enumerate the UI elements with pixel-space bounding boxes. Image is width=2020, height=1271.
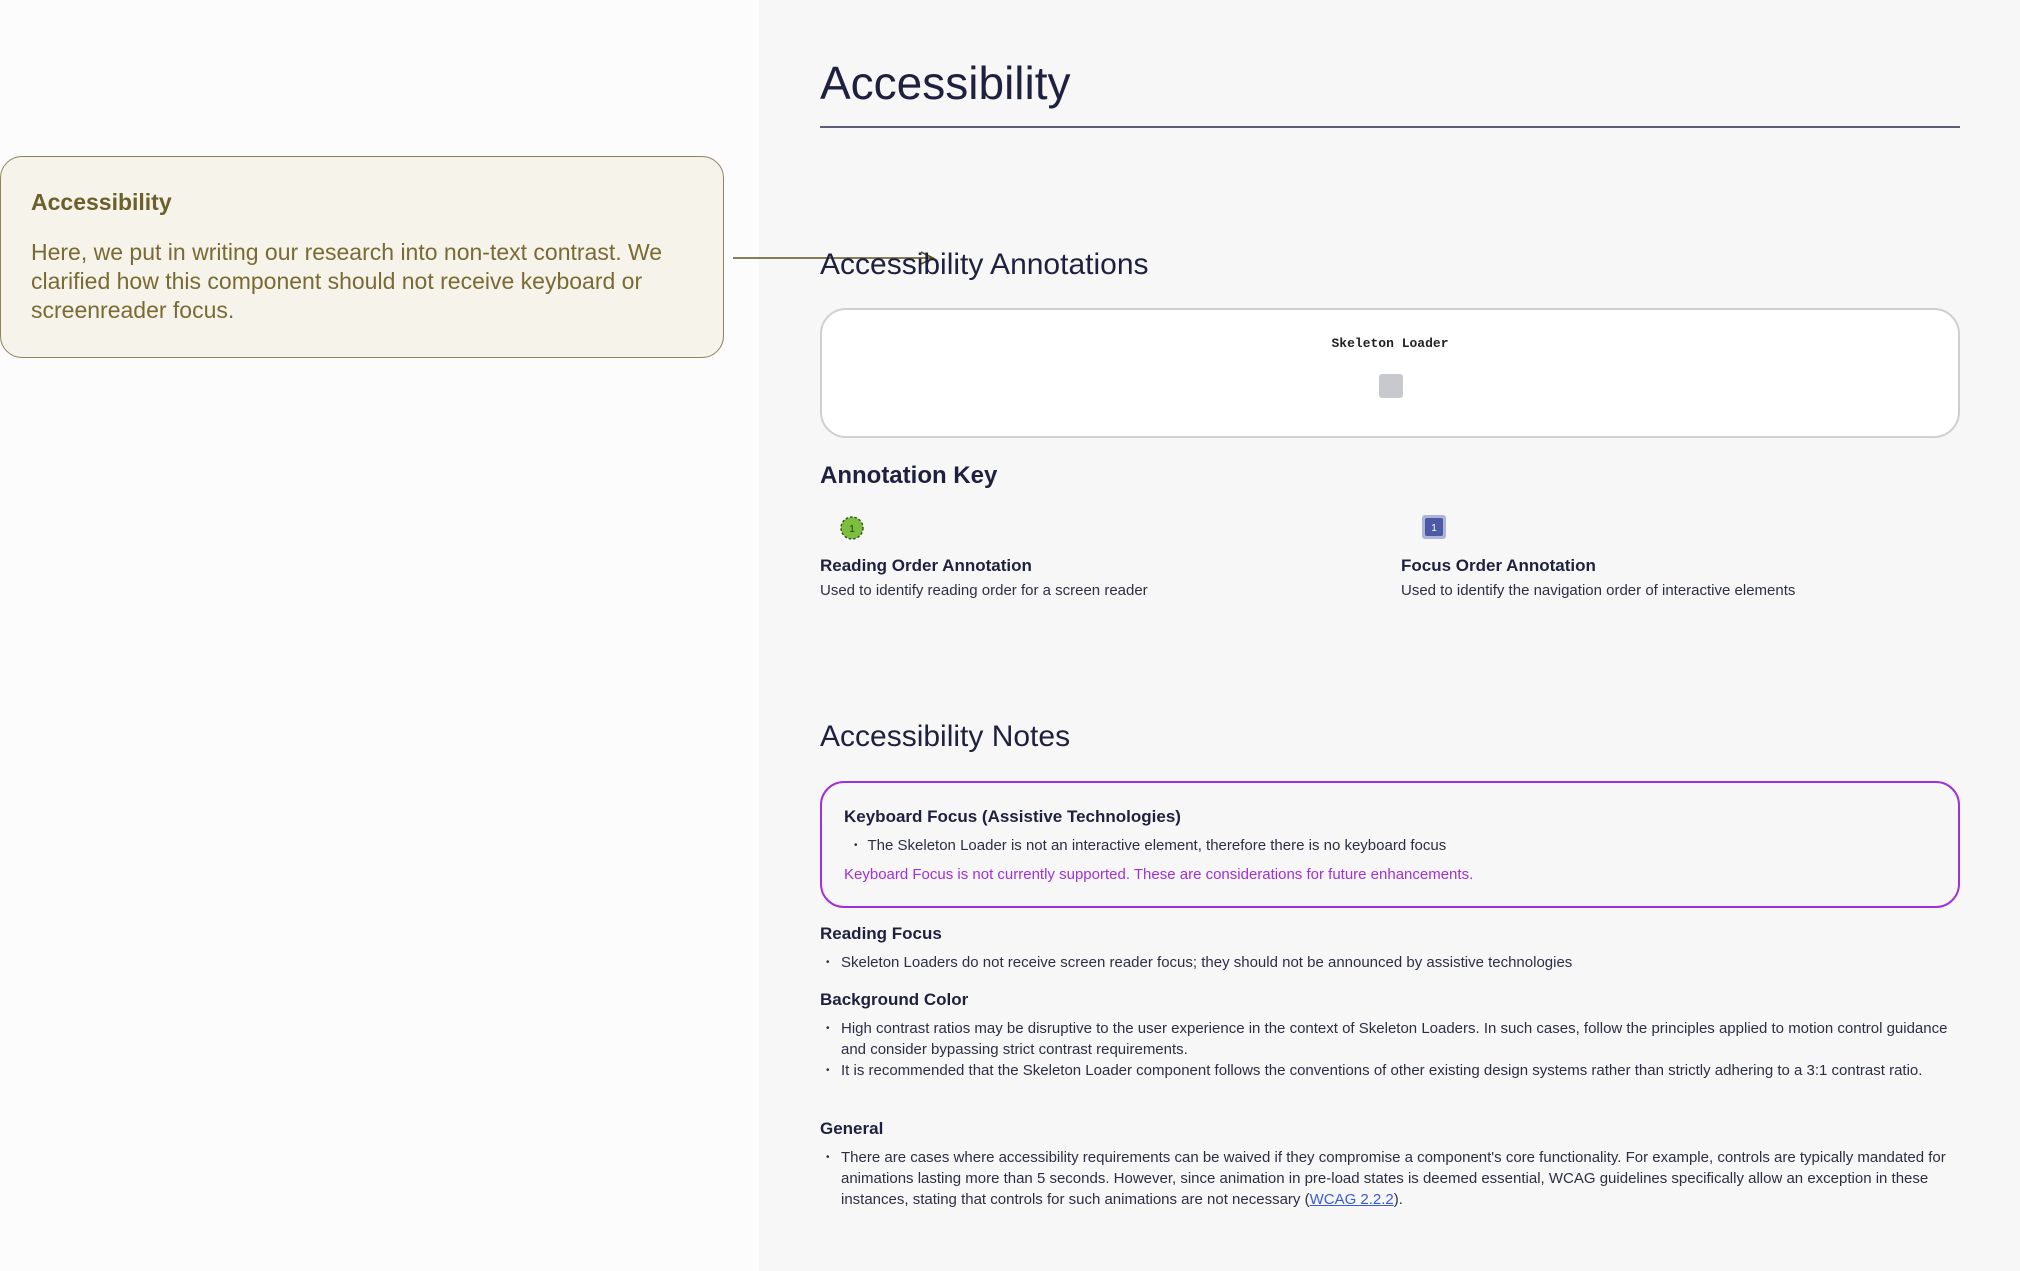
list-item: • High contrast ratios may be disruptive to the user experience in the context of Skeleton Loaders. In such cases, follow the principles applied to motion control guidance and consider bypassing strict contrast requirements. [820,1018,1960,1060]
callout-title: Accessibility [31,189,172,215]
skeleton-loader-sample [1379,374,1403,398]
reading-focus-section [820,924,1960,973]
title-divider [820,126,1960,128]
annotation-key-heading: Annotation Key [820,462,998,489]
general-text: There are cases where accessibility requirements can be waived if they compromise a component's core functionality. For example, controls are typically mandated for animations lasting more than 5 seconds. However, since animation in pre-load states is deemed essential, WCAG guidelines specifically allow an exception in these instances, stating that controls for such animations are not necessary ( [841,1149,1946,1208]
focus-order-icon [1421,514,1447,540]
wcag-link[interactable]: WCAG 2.2.2 [1309,1191,1394,1208]
focus-order-description: Used to identify the navigation order of interactive elements [1401,582,1796,599]
reading-order-title: Reading Order Annotation [820,556,1032,575]
keyboard-focus-box [820,781,1960,908]
keyboard-focus-bullet: • The Skeleton Loader is not an interactive element, therefore there is no keyboard focus [844,837,1446,854]
general-title: General [820,1119,884,1138]
reading-order-icon [838,514,866,542]
general-section [820,1119,1960,1210]
focus-order-badge: 1 [1431,523,1437,534]
skeleton-preview-card [820,308,1960,438]
keyboard-focus-note: Keyboard Focus is not currently supported. These are considerations for future enhancements. [844,866,1474,883]
background-color-title: Background Color [820,990,969,1009]
general-text-suffix: ). [1393,1191,1403,1208]
annotations-heading: Accessibility Annotations [820,248,1149,281]
callout-body: Here, we put in writing our research into non-text contrast. We clarified how this component should not receive keyboard or screenreader focus. [31,239,663,323]
reading-focus-list [820,952,1960,973]
keyboard-focus-title: Keyboard Focus (Assistive Technologies) [844,807,1181,826]
reading-order-description: Used to identify reading order for a screen reader [820,582,1148,599]
preview-label: Skeleton Loader [1331,336,1449,351]
keyboard-focus-list [844,837,1446,854]
list-item: • It is recommended that the Skeleton Loader component follows the conventions of other existing design systems rather than strictly adhering to a 3:1 contrast ratio. [820,1060,1960,1081]
accessibility-callout [0,156,724,358]
list-item [820,1147,1960,1210]
focus-order-title: Focus Order Annotation [1401,556,1596,575]
background-color-list [820,1018,1960,1081]
list-item: • Skeleton Loaders do not receive screen reader focus; they should not be announced by assistive technologies [820,952,1960,973]
notes-heading: Accessibility Notes [820,720,1071,753]
page-title: Accessibility [820,57,1071,109]
background-color-section [820,990,1960,1081]
reading-order-badge: 1 [849,524,855,535]
reading-focus-title: Reading Focus [820,924,942,943]
general-list [820,1147,1960,1210]
